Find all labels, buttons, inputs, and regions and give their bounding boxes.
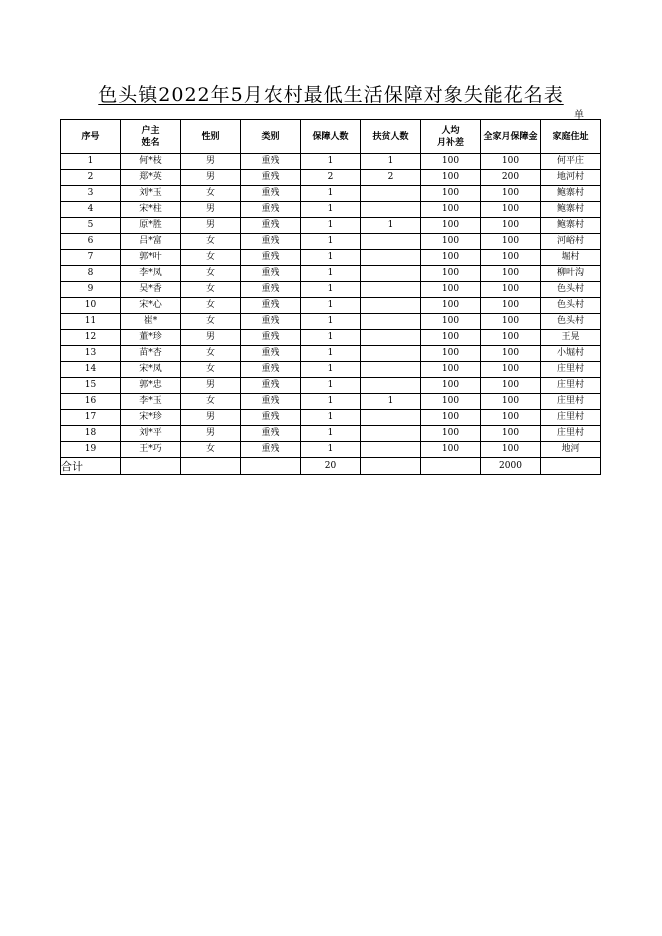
column-header: 全家月保障金 bbox=[481, 120, 541, 154]
table-cell: 重残 bbox=[241, 378, 301, 394]
table-cell: 100 bbox=[481, 266, 541, 282]
table-cell: 郑*英 bbox=[121, 170, 181, 186]
column-header: 扶贫人数 bbox=[361, 120, 421, 154]
column-header: 性别 bbox=[181, 120, 241, 154]
table-cell: 李*凤 bbox=[121, 266, 181, 282]
table-row bbox=[61, 314, 601, 330]
table-cell: 1 bbox=[301, 186, 361, 202]
table-cell: 1 bbox=[301, 250, 361, 266]
table-cell: 何*枝 bbox=[121, 154, 181, 170]
table-cell: 重残 bbox=[241, 362, 301, 378]
table-cell: 1 bbox=[301, 266, 361, 282]
table-cell: 100 bbox=[481, 282, 541, 298]
table-cell bbox=[361, 202, 421, 218]
table-row bbox=[61, 346, 601, 362]
table-cell: 女 bbox=[181, 346, 241, 362]
table-cell: 1 bbox=[301, 202, 361, 218]
table-cell: 1 bbox=[301, 346, 361, 362]
table-cell: 100 bbox=[421, 314, 481, 330]
table-cell: 庄里村 bbox=[541, 410, 601, 426]
table-cell: 重残 bbox=[241, 218, 301, 234]
table-cell: 8 bbox=[61, 266, 121, 282]
table-cell bbox=[361, 314, 421, 330]
table-cell: 小堀村 bbox=[541, 346, 601, 362]
table-cell: 1 bbox=[301, 330, 361, 346]
table-cell bbox=[241, 458, 301, 475]
table-cell: 色头村 bbox=[541, 282, 601, 298]
table-cell: 郭*叶 bbox=[121, 250, 181, 266]
table-cell: 重残 bbox=[241, 442, 301, 458]
table-header-row bbox=[61, 120, 601, 154]
table-cell: 庄里村 bbox=[541, 378, 601, 394]
table-cell: 18 bbox=[61, 426, 121, 442]
table-cell: 100 bbox=[481, 426, 541, 442]
table-cell: 1 bbox=[301, 394, 361, 410]
table-cell: 100 bbox=[421, 186, 481, 202]
table-cell: 100 bbox=[421, 234, 481, 250]
table-cell: 100 bbox=[421, 426, 481, 442]
document-title: 色头镇2022年5月农村最低生活保障对象失能花名表 bbox=[98, 84, 564, 106]
table-cell: 重残 bbox=[241, 186, 301, 202]
table-row bbox=[61, 426, 601, 442]
table-cell: 地河 bbox=[541, 442, 601, 458]
table-cell: 100 bbox=[481, 330, 541, 346]
table-cell: 原*胜 bbox=[121, 218, 181, 234]
table-cell: 1 bbox=[301, 426, 361, 442]
table-cell: 100 bbox=[481, 202, 541, 218]
table-cell bbox=[361, 410, 421, 426]
table-cell: 1 bbox=[301, 314, 361, 330]
table-cell bbox=[421, 458, 481, 475]
table-cell: 男 bbox=[181, 170, 241, 186]
table-cell: 100 bbox=[481, 154, 541, 170]
table-cell: 100 bbox=[481, 186, 541, 202]
column-header: 保障人数 bbox=[301, 120, 361, 154]
table-cell: 鲍寨村 bbox=[541, 218, 601, 234]
table-cell: 鲍寨村 bbox=[541, 202, 601, 218]
table-cell: 重残 bbox=[241, 234, 301, 250]
table-cell: 1 bbox=[61, 154, 121, 170]
table-cell: 吴*香 bbox=[121, 282, 181, 298]
table-cell: 2 bbox=[61, 170, 121, 186]
table-cell: 100 bbox=[481, 442, 541, 458]
table-cell: 100 bbox=[481, 346, 541, 362]
table-cell: 女 bbox=[181, 186, 241, 202]
column-header: 户主 姓名 bbox=[121, 120, 181, 154]
table-cell: 重残 bbox=[241, 394, 301, 410]
table-cell: 重残 bbox=[241, 426, 301, 442]
table-cell: 女 bbox=[181, 250, 241, 266]
table-cell: 堀村 bbox=[541, 250, 601, 266]
table-cell: 1 bbox=[301, 362, 361, 378]
table-cell bbox=[361, 362, 421, 378]
total-label: 合计 bbox=[61, 458, 121, 475]
table-cell: 2 bbox=[301, 170, 361, 186]
table-row bbox=[61, 250, 601, 266]
table-cell bbox=[361, 330, 421, 346]
table-cell: 1 bbox=[301, 442, 361, 458]
table-cell: 郭*忠 bbox=[121, 378, 181, 394]
table-cell: 1 bbox=[301, 378, 361, 394]
table-cell: 100 bbox=[481, 362, 541, 378]
table-cell: 宋*凤 bbox=[121, 362, 181, 378]
table-cell: 女 bbox=[181, 282, 241, 298]
table-cell bbox=[361, 282, 421, 298]
table-row bbox=[61, 298, 601, 314]
table-row bbox=[61, 202, 601, 218]
table-cell: 重残 bbox=[241, 346, 301, 362]
table-cell: 1 bbox=[361, 394, 421, 410]
table-cell: 重残 bbox=[241, 282, 301, 298]
table-cell: 男 bbox=[181, 330, 241, 346]
table-cell: 重残 bbox=[241, 266, 301, 282]
table-cell: 男 bbox=[181, 426, 241, 442]
table-row bbox=[61, 330, 601, 346]
table-cell bbox=[181, 458, 241, 475]
table-cell: 男 bbox=[181, 202, 241, 218]
table-cell: 刘*平 bbox=[121, 426, 181, 442]
table-cell bbox=[361, 378, 421, 394]
table-cell: 4 bbox=[61, 202, 121, 218]
table-cell: 刘*玉 bbox=[121, 186, 181, 202]
table-cell: 宋*心 bbox=[121, 298, 181, 314]
table-cell: 1 bbox=[301, 154, 361, 170]
table-cell: 1 bbox=[301, 298, 361, 314]
column-header: 人均 月补差 bbox=[421, 120, 481, 154]
table-cell: 重残 bbox=[241, 250, 301, 266]
table-cell: 100 bbox=[421, 250, 481, 266]
table-cell: 1 bbox=[361, 218, 421, 234]
table-cell: 2 bbox=[361, 170, 421, 186]
table-cell: 14 bbox=[61, 362, 121, 378]
table-cell: 100 bbox=[481, 250, 541, 266]
table-row bbox=[61, 394, 601, 410]
table-cell: 100 bbox=[421, 218, 481, 234]
table-cell: 100 bbox=[421, 202, 481, 218]
table-cell: 200 bbox=[481, 170, 541, 186]
table-cell: 100 bbox=[481, 218, 541, 234]
table-cell: 100 bbox=[481, 378, 541, 394]
table-cell: 3 bbox=[61, 186, 121, 202]
table-cell: 女 bbox=[181, 362, 241, 378]
roster-table bbox=[60, 119, 601, 475]
table-cell: 13 bbox=[61, 346, 121, 362]
table-row bbox=[61, 410, 601, 426]
table-cell: 宋*珍 bbox=[121, 410, 181, 426]
unit-label: 单 bbox=[574, 110, 584, 121]
table-row bbox=[61, 266, 601, 282]
table-cell: 崔* bbox=[121, 314, 181, 330]
table-cell: 女 bbox=[181, 442, 241, 458]
table-cell: 重残 bbox=[241, 410, 301, 426]
table-row bbox=[61, 362, 601, 378]
table-cell: 河峪村 bbox=[541, 234, 601, 250]
table-cell: 1 bbox=[301, 282, 361, 298]
table-cell: 100 bbox=[481, 234, 541, 250]
table-cell: 重残 bbox=[241, 154, 301, 170]
table-row bbox=[61, 186, 601, 202]
table-cell: 男 bbox=[181, 378, 241, 394]
table-cell bbox=[361, 458, 421, 475]
table-cell: 女 bbox=[181, 394, 241, 410]
table-cell: 19 bbox=[61, 442, 121, 458]
table-cell: 100 bbox=[481, 298, 541, 314]
column-header: 序号 bbox=[61, 120, 121, 154]
table-cell: 16 bbox=[61, 394, 121, 410]
table-cell: 7 bbox=[61, 250, 121, 266]
table-cell: 15 bbox=[61, 378, 121, 394]
table-cell: 1 bbox=[301, 410, 361, 426]
column-header: 家庭住址 bbox=[541, 120, 601, 154]
table-cell: 100 bbox=[421, 298, 481, 314]
table-cell: 100 bbox=[421, 282, 481, 298]
table-cell: 吕*富 bbox=[121, 234, 181, 250]
table-row bbox=[61, 282, 601, 298]
table-cell: 色头村 bbox=[541, 314, 601, 330]
table-cell: 重残 bbox=[241, 314, 301, 330]
table-cell: 宋*柱 bbox=[121, 202, 181, 218]
total-row bbox=[61, 458, 601, 475]
table-cell: 9 bbox=[61, 282, 121, 298]
table-cell: 6 bbox=[61, 234, 121, 250]
table-cell: 男 bbox=[181, 410, 241, 426]
table-cell: 重残 bbox=[241, 298, 301, 314]
table-cell: 庄里村 bbox=[541, 426, 601, 442]
table-row bbox=[61, 378, 601, 394]
table-cell: 男 bbox=[181, 154, 241, 170]
table-cell bbox=[361, 346, 421, 362]
table-cell: 1 bbox=[361, 154, 421, 170]
table-cell bbox=[361, 186, 421, 202]
table-row bbox=[61, 234, 601, 250]
table-cell: 100 bbox=[421, 362, 481, 378]
total-amount: 2000 bbox=[481, 458, 541, 475]
table-cell: 100 bbox=[421, 410, 481, 426]
table-cell: 100 bbox=[421, 394, 481, 410]
table-cell: 100 bbox=[421, 378, 481, 394]
table-row bbox=[61, 154, 601, 170]
table-cell: 何平庄 bbox=[541, 154, 601, 170]
table-cell bbox=[361, 266, 421, 282]
table-cell: 100 bbox=[421, 266, 481, 282]
table-row bbox=[61, 170, 601, 186]
table-cell: 重残 bbox=[241, 330, 301, 346]
total-people: 20 bbox=[301, 458, 361, 475]
table-cell: 重残 bbox=[241, 202, 301, 218]
table-cell bbox=[121, 458, 181, 475]
table-cell: 苗*杏 bbox=[121, 346, 181, 362]
table-cell: 100 bbox=[481, 314, 541, 330]
table-cell bbox=[361, 250, 421, 266]
table-cell: 女 bbox=[181, 314, 241, 330]
table-cell: 王*巧 bbox=[121, 442, 181, 458]
table-cell: 女 bbox=[181, 234, 241, 250]
table-cell bbox=[361, 298, 421, 314]
table-cell: 100 bbox=[421, 442, 481, 458]
table-cell bbox=[361, 442, 421, 458]
table-cell bbox=[361, 426, 421, 442]
table-row bbox=[61, 442, 601, 458]
table-cell: 柳叶沟 bbox=[541, 266, 601, 282]
table-cell: 男 bbox=[181, 218, 241, 234]
table-cell: 5 bbox=[61, 218, 121, 234]
table-cell: 100 bbox=[421, 170, 481, 186]
table-cell: 地河村 bbox=[541, 170, 601, 186]
table-cell bbox=[541, 458, 601, 475]
table-cell: 100 bbox=[481, 394, 541, 410]
table-cell: 17 bbox=[61, 410, 121, 426]
table-cell: 李*玉 bbox=[121, 394, 181, 410]
table-cell: 王晃 bbox=[541, 330, 601, 346]
table-cell: 女 bbox=[181, 266, 241, 282]
table-cell: 10 bbox=[61, 298, 121, 314]
table-cell: 色头村 bbox=[541, 298, 601, 314]
table-cell bbox=[361, 234, 421, 250]
table-cell: 女 bbox=[181, 298, 241, 314]
table-cell: 11 bbox=[61, 314, 121, 330]
column-header: 类别 bbox=[241, 120, 301, 154]
table-cell: 庄里村 bbox=[541, 362, 601, 378]
table-cell: 100 bbox=[421, 346, 481, 362]
table-cell: 12 bbox=[61, 330, 121, 346]
table-cell: 重残 bbox=[241, 170, 301, 186]
table-cell: 董*珍 bbox=[121, 330, 181, 346]
table-cell: 100 bbox=[481, 410, 541, 426]
table-cell: 100 bbox=[421, 154, 481, 170]
table-cell: 庄里村 bbox=[541, 394, 601, 410]
table-cell: 鲍寨村 bbox=[541, 186, 601, 202]
table-cell: 100 bbox=[421, 330, 481, 346]
table-cell: 1 bbox=[301, 234, 361, 250]
table-row bbox=[61, 218, 601, 234]
table-cell: 1 bbox=[301, 218, 361, 234]
